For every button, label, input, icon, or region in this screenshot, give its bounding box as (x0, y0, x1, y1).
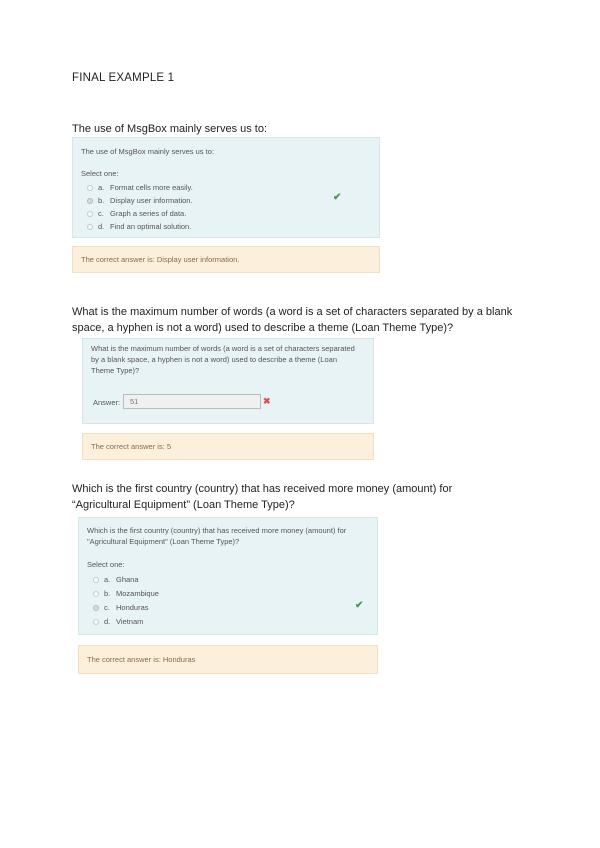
question-3-card (78, 517, 378, 635)
question-3-heading: Which is the first country (country) that has received more money (amount) for “Agricultural Equipment” (Loan Theme Type)? (72, 483, 453, 511)
option-letter: d. (104, 617, 111, 626)
option-text: Mozambique (116, 589, 159, 598)
option-letter: a. (98, 183, 105, 192)
radio-button-selected[interactable] (87, 198, 93, 204)
check-icon: ✔ (333, 192, 342, 203)
answer-label: Answer: (93, 398, 121, 407)
option-text: Graph a series of data. (110, 209, 187, 218)
option-letter: b. (98, 196, 105, 205)
question-2-card-text: What is the maximum number of words (a word is a set of characters separated by a blank space, a hyphen is not a word) used to describe a theme (Loan Theme Type)? (91, 344, 355, 375)
cross-icon: ✖ (263, 396, 271, 406)
correct-answer-text: The correct answer is: 5 (91, 442, 172, 451)
radio-button[interactable] (87, 224, 93, 230)
option-b[interactable] (87, 195, 193, 206)
radio-button-selected[interactable] (93, 605, 99, 611)
question-3-feedback (78, 645, 378, 674)
option-d[interactable] (87, 221, 191, 232)
option-letter: a. (104, 575, 111, 584)
option-text: Find an optimal solution. (110, 222, 192, 231)
question-2-card (82, 338, 374, 424)
option-c[interactable] (87, 208, 186, 219)
question-1-card-text: The use of MsgBox mainly serves us to: (81, 147, 214, 156)
option-a[interactable] (87, 182, 193, 193)
option-c[interactable] (93, 602, 149, 613)
radio-button[interactable] (93, 619, 99, 625)
option-letter: c. (98, 209, 104, 218)
radio-button[interactable] (93, 591, 99, 597)
option-text: Display user information. (110, 196, 193, 205)
document-title: FINAL EXAMPLE 1 (72, 72, 175, 84)
correct-answer-text: The correct answer is: Honduras (87, 655, 196, 664)
select-one-label: Select one: (87, 560, 125, 569)
option-letter: d. (98, 222, 105, 231)
option-text: Ghana (116, 575, 139, 584)
question-2-heading: What is the maximum number of words (a word is a set of characters separated by a blank space, a hyphen is not a word) used to describe a theme (Loan Theme Type)? (72, 306, 513, 334)
question-3-card-text: Which is the first country (country) that has received more money (amount) for "Agricultural Equipment" (Loan Theme Type)? (87, 526, 347, 546)
option-d[interactable] (93, 616, 143, 627)
radio-button[interactable] (87, 211, 93, 217)
select-one-label: Select one: (81, 169, 119, 178)
option-text: Honduras (116, 603, 149, 612)
option-text: Format cells more easily. (110, 183, 193, 192)
check-icon: ✔ (355, 600, 364, 611)
correct-answer-text: The correct answer is: Display user information. (81, 255, 240, 264)
question-1-feedback (72, 246, 380, 273)
radio-button[interactable] (87, 185, 93, 191)
question-1-heading: The use of MsgBox mainly serves us to: (72, 123, 268, 135)
option-a[interactable] (93, 574, 139, 585)
option-text: Vietnam (116, 617, 144, 626)
radio-button[interactable] (93, 577, 99, 583)
answer-input[interactable]: 51 (123, 394, 261, 409)
option-letter: c. (104, 603, 110, 612)
option-letter: b. (104, 589, 111, 598)
question-1-card (72, 137, 380, 238)
question-2-feedback (82, 433, 374, 460)
option-b[interactable] (93, 588, 159, 599)
